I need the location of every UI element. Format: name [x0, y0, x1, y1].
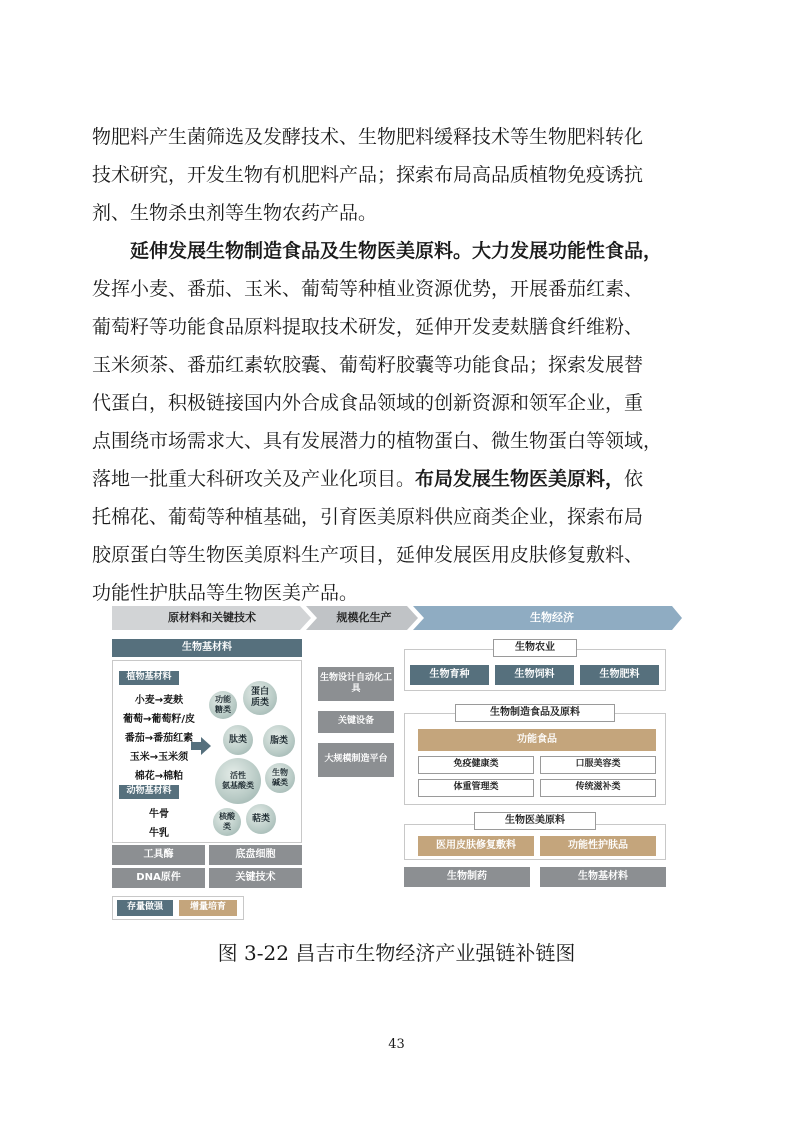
- paragraph-line: 玉米须茶、番茄红素软胶囊、葡萄籽胶囊等功能食品；探索发展替: [92, 354, 644, 376]
- agriculture-title: 生物农业: [493, 639, 577, 657]
- food-title: 生物制造食品及原料: [455, 704, 615, 722]
- paragraph-line: 剂、生物杀虫剂等生物农药产品。: [92, 202, 378, 224]
- bubble-alkaloid: 生物 碱类: [265, 763, 295, 793]
- beauty-title: 生物医美原料: [474, 812, 596, 830]
- scale-design-tools: 生物设计自动化工具: [318, 667, 394, 701]
- animal-materials-title: 动物基材料: [119, 785, 179, 799]
- header-bioeconomy: 生物经济: [530, 611, 574, 625]
- plant-materials-title: 植物基材料: [119, 671, 179, 685]
- legend-existing: 存量做强: [117, 900, 173, 916]
- agri-breeding: 生物育种: [410, 665, 489, 685]
- paragraph-line: 技术研究，开发生物有机肥料产品；探索布局高品质植物免疫诱抗: [92, 164, 644, 186]
- paragraph-heading-line: [92, 232, 712, 270]
- food-oral-beauty: 口服美容类: [540, 756, 656, 774]
- materials-panel: [112, 660, 302, 843]
- bubble-protein: 蛋白 质类: [243, 681, 277, 715]
- figure-caption: 图 3-22 昌吉市生物经济产业强链补链图: [217, 941, 576, 965]
- scale-manufacturing-platform: 大规模制造平台: [318, 743, 394, 777]
- paragraph-line-mixed: [92, 460, 712, 498]
- bubble-lipid: 脂类: [263, 725, 295, 757]
- base-materials-title: 生物基材料: [112, 639, 302, 657]
- bubble-terpene: 萜类: [246, 804, 276, 834]
- paragraph-bold-phrase: 布局发展生物医美原料，: [415, 468, 625, 490]
- paragraph-heading: 延伸发展生物制造食品及生物医美原料。大力发展功能性食品，: [130, 240, 663, 262]
- plant-material-item: 棉花→棉粕: [134, 771, 184, 782]
- paragraph-text: 依: [624, 468, 644, 490]
- arrow-right-icon: [191, 737, 211, 755]
- animal-material-item: 牛乳: [149, 828, 169, 839]
- agri-feed: 生物饲料: [495, 665, 574, 685]
- bubble-functional-sugar: 功能 糖类: [209, 691, 237, 719]
- food-weight: 体重管理类: [418, 779, 534, 797]
- header-raw-tech: 原材料和关键技术: [168, 611, 256, 625]
- paragraph-line: 发挥小麦、番茄、玉米、葡萄等种植业资源优势，开展番茄红素、: [92, 278, 644, 300]
- food-tonic: 传统滋补类: [540, 779, 656, 797]
- plant-material-item: 小麦→麦麸: [134, 695, 184, 706]
- page-number: 43: [388, 1037, 405, 1052]
- paragraph-line: 功能性护肤品等生物医美产品。: [92, 582, 359, 604]
- agri-fertilizer: 生物肥料: [580, 665, 659, 685]
- tech-tool-enzyme: 工具酶: [112, 845, 205, 865]
- tech-chassis-cell: 底盘细胞: [209, 845, 302, 865]
- paragraph-line: 葡萄籽等功能食品原料提取技术研发，延伸开发麦麸膳食纤维粉、: [92, 316, 644, 338]
- paragraph-text: 落地一批重大科研攻关及产业化项目。: [92, 468, 416, 490]
- paragraph-line: 物肥料产生菌筛选及发酵技术、生物肥料缓释技术等生物肥料转化: [92, 126, 644, 148]
- paragraph-line: 点围绕市场需求大、具有发展潜力的植物蛋白、微生物蛋白等领域，: [92, 430, 663, 452]
- food-immune: 免疫健康类: [418, 756, 534, 774]
- bubble-peptide: 肽类: [223, 725, 253, 755]
- bubble-amino-acid: 活性 氨基酸类: [215, 758, 261, 804]
- beauty-skincare: 功能性护肤品: [540, 836, 656, 856]
- plant-material-item: 玉米→玉米须: [129, 752, 189, 763]
- beauty-dressing: 医用皮肤修复敷料: [418, 836, 534, 856]
- body-text: [92, 118, 712, 612]
- bottom-pharma: 生物制药: [404, 867, 530, 887]
- header-scale: 规模化生产: [336, 611, 392, 625]
- legend-incremental: 增量培育: [179, 900, 237, 916]
- bubble-nucleotide: 核酸 类: [213, 808, 241, 836]
- tech-dna-element: DNA原件: [112, 868, 205, 888]
- tech-key-tech: 关键技术: [209, 868, 302, 888]
- paragraph-line: 代蛋白，积极链接国内外合成食品领域的创新资源和领军企业，重: [92, 392, 644, 414]
- bottom-biomaterial: 生物基材料: [540, 867, 666, 887]
- animal-material-item: 牛骨: [149, 809, 169, 820]
- paragraph-line: 托棉花、葡萄等种植基础，引育医美原料供应商类企业，探索布局: [92, 506, 644, 528]
- scale-key-equipment: 关键设备: [318, 711, 394, 733]
- paragraph-line: 胶原蛋白等生物医美原料生产项目，延伸发展医用皮肤修复敷料、: [92, 544, 644, 566]
- plant-material-item: 番茄→番茄红素: [124, 733, 194, 744]
- industry-chain-figure: [112, 605, 682, 925]
- legend-panel: [112, 896, 244, 920]
- functional-food: 功能食品: [418, 729, 656, 751]
- plant-material-item: 葡萄→葡萄籽/皮: [122, 714, 196, 725]
